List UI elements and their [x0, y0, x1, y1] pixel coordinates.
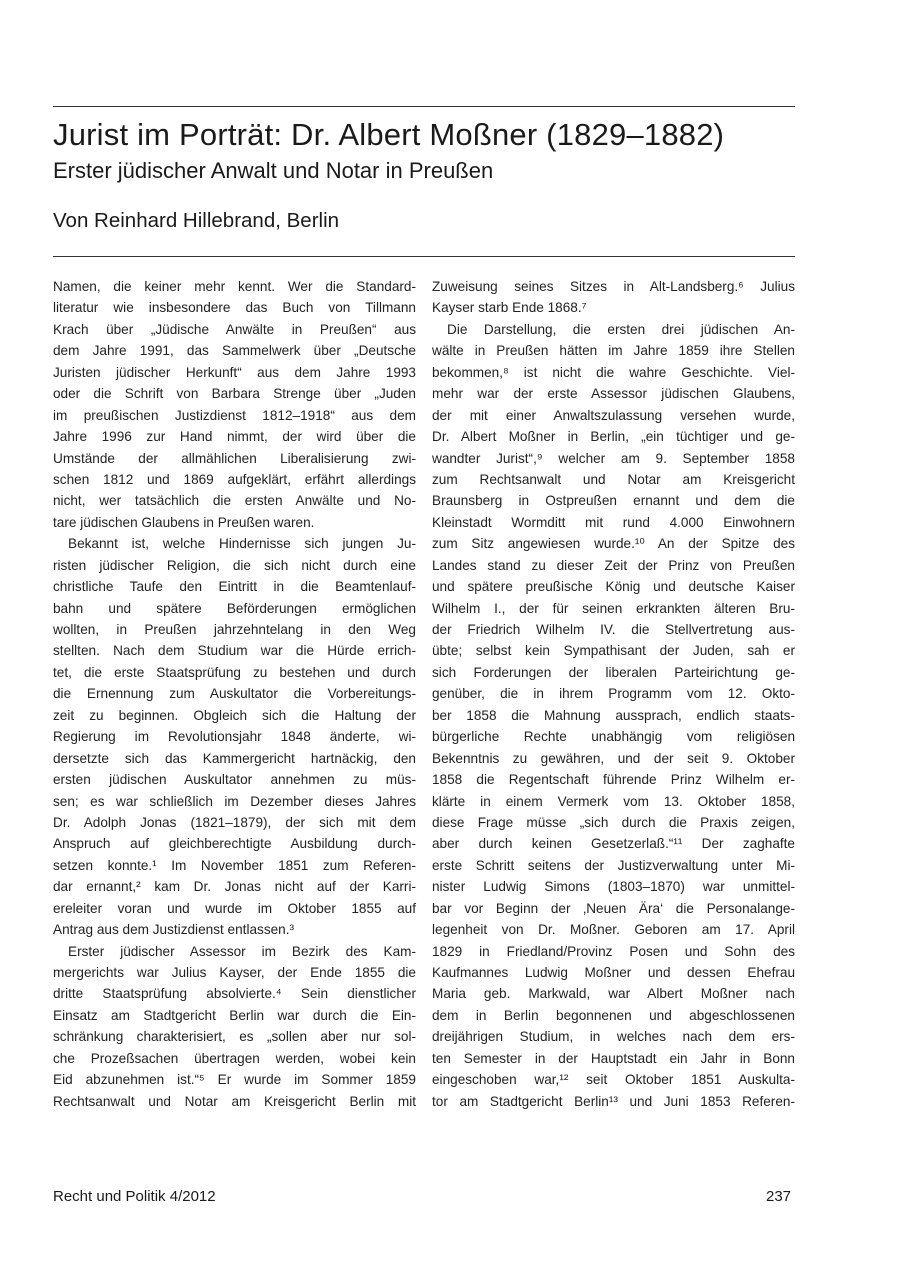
text-line: tor am Stadtgericht Berlin¹³ und Juni 1853 Referen-: [432, 1093, 795, 1109]
text-line: che Prozeßsachen übertragen werden, wobei kein: [53, 1050, 416, 1066]
text-line: zum Rechtsanwalt und Notar am Kreisgericht: [432, 471, 795, 487]
text-line: dar ernannt,² kam Dr. Jonas nicht auf der Karri-: [53, 879, 416, 895]
text-line: dreijährigen Studium, in welches nach dem ers-: [432, 1029, 795, 1045]
text-line: Rechtsanwalt und Notar am Kreisgericht Berlin mit: [53, 1093, 416, 1109]
text-line: bahn und spätere Beförderungen ermöglichen: [53, 600, 416, 616]
text-line: Namen, die keiner mehr kennt. Wer die Standard-: [53, 279, 416, 294]
text-line: Die Darstellung, die ersten drei jüdischen An-: [447, 321, 795, 337]
top-rule: [53, 106, 795, 107]
text-line: dritte Staatsprüfung absolvierte.⁴ Sein dienstlicher: [53, 986, 416, 1002]
text-line: nicht, wer tatsächlich die ersten Anwälte und No-: [53, 493, 416, 509]
text-line: Dr. Adolph Jonas (1821–1879), der sich mit dem: [53, 814, 416, 830]
text-line: genüber, die in ihrem Programm vom 12. Okto-: [432, 686, 795, 702]
text-line: dersetzte sich das Kammergericht hartnäckig, den: [53, 750, 416, 766]
text-line: klärte in einem Vermerk vom 13. Oktober 1858,: [432, 793, 795, 809]
text-line: Jahre 1996 zur Hand nimmt, der wird über die: [53, 429, 416, 445]
right-column: [432, 276, 795, 1112]
text-line: Bekenntnis zu gewähren, und der seit 9. Oktober: [432, 750, 795, 766]
text-line: Krach über „Jüdische Anwälte in Preußen“ aus: [53, 321, 416, 337]
text-line: im preußischen Justizdienst 1812–1918“ aus dem: [53, 407, 416, 423]
text-line: dem Jahre 1991, das Sammelwerk über „Deutsche: [53, 343, 416, 359]
text-line: Anspruch auf gleichberechtigte Ausbildung durch-: [53, 836, 416, 852]
text-line: tet, die erste Staatsprüfung zu bestehen und durch: [53, 664, 416, 680]
text-line: und spätere preußische König und deutsche Kaiser: [432, 579, 795, 595]
text-line: mergerichts war Julius Kayser, der Ende 1855 die: [53, 965, 416, 980]
text-line: tare jüdischen Glaubens in Preußen waren.: [53, 514, 315, 530]
article-title: Jurist im Porträt: Dr. Albert Moßner (1829–1882): [53, 117, 725, 152]
text-line: Kleinstadt Wormditt mit rund 4.000 Einwohnern: [432, 514, 795, 530]
article-subtitle: Erster jüdischer Anwalt und Notar in Preußen: [53, 158, 494, 183]
text-line: wollten, in Preußen jahrzehntelang in den Weg: [53, 622, 416, 637]
text-line: Einsatz am Stadtgericht Berlin war durch die Ein-: [53, 1007, 416, 1023]
text-line: bar vor Beginn der ‚Neuen Ära‘ die Personalange-: [432, 900, 795, 916]
text-line: ten Semester in der Hauptstadt ein Jahr in Bonn: [432, 1050, 795, 1066]
text-line: Braunsberg in Ostpreußen ernannt und dem die: [432, 493, 795, 509]
text-line: übte; selbst kein Sympathisant der Juden, sah er: [432, 643, 795, 659]
text-line: schen 1812 und 1869 aufgeklärt, erfährt allerdings: [53, 471, 416, 487]
text-line: der Friedrich Wilhelm IV. die Stellvertretung aus-: [432, 622, 795, 637]
text-line: bekommen,⁸ ist nicht die wahre Geschichte. Viel-: [432, 364, 795, 380]
text-line: Dr. Albert Moßner in Berlin, „ein tüchtiger und ge-: [432, 429, 795, 445]
text-line: Bekannt ist, welche Hindernisse sich jungen Ju-: [68, 536, 416, 552]
text-line: stellten. Nach dem Studium war die Hürde errich-: [53, 643, 416, 659]
text-line: Wilhelm I., der für seinen erkrankten älteren Bru-: [432, 600, 795, 616]
text-line: ber 1858 die Mahnung aussprach, endlich staats-: [432, 707, 795, 723]
text-line: Zuweisung seines Sitzes in Alt-Landsberg.⁶ Julius: [432, 279, 795, 294]
text-line: sich Forderungen der liberalen Parteirichtung ge-: [432, 664, 795, 680]
text-line: wälte in Preußen hätten im Jahre 1859 ihre Stellen: [432, 343, 795, 359]
page-number: 237: [766, 1188, 792, 1205]
text-line: zeit zu beginnen. Obgleich sich die Haltung der: [53, 707, 416, 723]
text-line: aber durch keinen Gesetzerlaß.“¹¹ Der zaghafte: [432, 836, 795, 852]
text-line: christliche Taufe den Eintritt in die Beamtenlauf-: [53, 579, 416, 595]
text-line: zum Sitz angewiesen wurde.¹⁰ An der Spitze des: [432, 536, 795, 552]
text-line: 1858 die Regentschaft führende Prinz Wilhelm er-: [432, 772, 795, 788]
text-line: Eid abzunehmen ist.“⁵ Er wurde im Sommer 1859: [53, 1072, 416, 1088]
text-line: Juristen jüdischer Herkunft“ aus dem Jahre 1993: [53, 364, 416, 380]
journal-name: Recht und Politik 4/2012: [53, 1188, 216, 1205]
text-line: Landes stand zu dieser Zeit der Prinz von Preußen: [432, 557, 795, 573]
text-line: setzen konnte.¹ Im November 1851 zum Referen-: [53, 857, 416, 873]
text-line: sen; es war schließlich im Dezember dieses Jahres: [53, 793, 416, 809]
text-line: ereleiter voran und wurde im Oktober 1855 auf: [53, 900, 416, 916]
text-line: legenheit von Dr. Moßner. Geboren am 17. April: [432, 922, 795, 938]
text-line: dem in Berlin begonnenen und abgeschlossenen: [432, 1007, 795, 1023]
text-line: diese Frage müsse „sich durch die Praxis zeigen,: [432, 814, 795, 830]
header-bottom-rule: [53, 256, 795, 257]
text-line: Antrag aus dem Justizdienst entlassen.³: [53, 922, 295, 938]
text-line: literatur wie insbesondere das Buch von Tillmann: [53, 300, 416, 316]
text-line: Umstände der allmählichen Liberalisierung zwi-: [53, 450, 416, 466]
text-line: der mit einer Anwaltszulassung versehen wurde,: [432, 407, 795, 423]
text-line: wandter Jurist“,⁹ welcher am 9. September 1858: [432, 450, 795, 466]
text-line: risten jüdischer Religion, die sich nicht durch eine: [53, 557, 416, 573]
text-line: oder die Schrift von Barbara Strenge über „Juden: [53, 386, 416, 402]
text-line: Erster jüdischer Assessor im Bezirk des Kam-: [68, 943, 416, 959]
text-line: 1829 in Friedland/Provinz Posen und Sohn des: [432, 943, 795, 959]
text-line: erste Schritt seitens der Justizverwaltung unter Mi-: [432, 857, 795, 873]
text-line: Regierung im Revolutionsjahr 1848 änderte, wi-: [53, 729, 416, 745]
text-line: Kaufmannes Ludwig Moßner und dessen Ehefrau: [432, 965, 795, 980]
text-line: bürgerliche Rechte unabhängig vom religiösen: [432, 729, 795, 745]
text-line: nister Ludwig Simons (1803–1870) war unmittel-: [432, 879, 795, 895]
text-line: ersten jüdischen Auskultator annehmen zu müs-: [53, 772, 416, 788]
text-line: eingeschoben war,¹² seit Oktober 1851 Auskulta-: [432, 1072, 795, 1088]
text-line: mehr war der erste Assessor jüdischen Glaubens,: [432, 386, 795, 402]
text-line: die Ernennung zum Auskultator die Vorbereitungs-: [53, 686, 416, 702]
article-author: Von Reinhard Hillebrand, Berlin: [53, 209, 340, 232]
text-line: Maria geb. Markwald, war Albert Moßner nach: [432, 986, 795, 1002]
text-line: Kayser starb Ende 1868.⁷: [432, 300, 587, 316]
text-line: schränkung charakterisiert, es „sollen aber nur sol-: [53, 1029, 416, 1045]
left-column: [53, 276, 416, 1112]
